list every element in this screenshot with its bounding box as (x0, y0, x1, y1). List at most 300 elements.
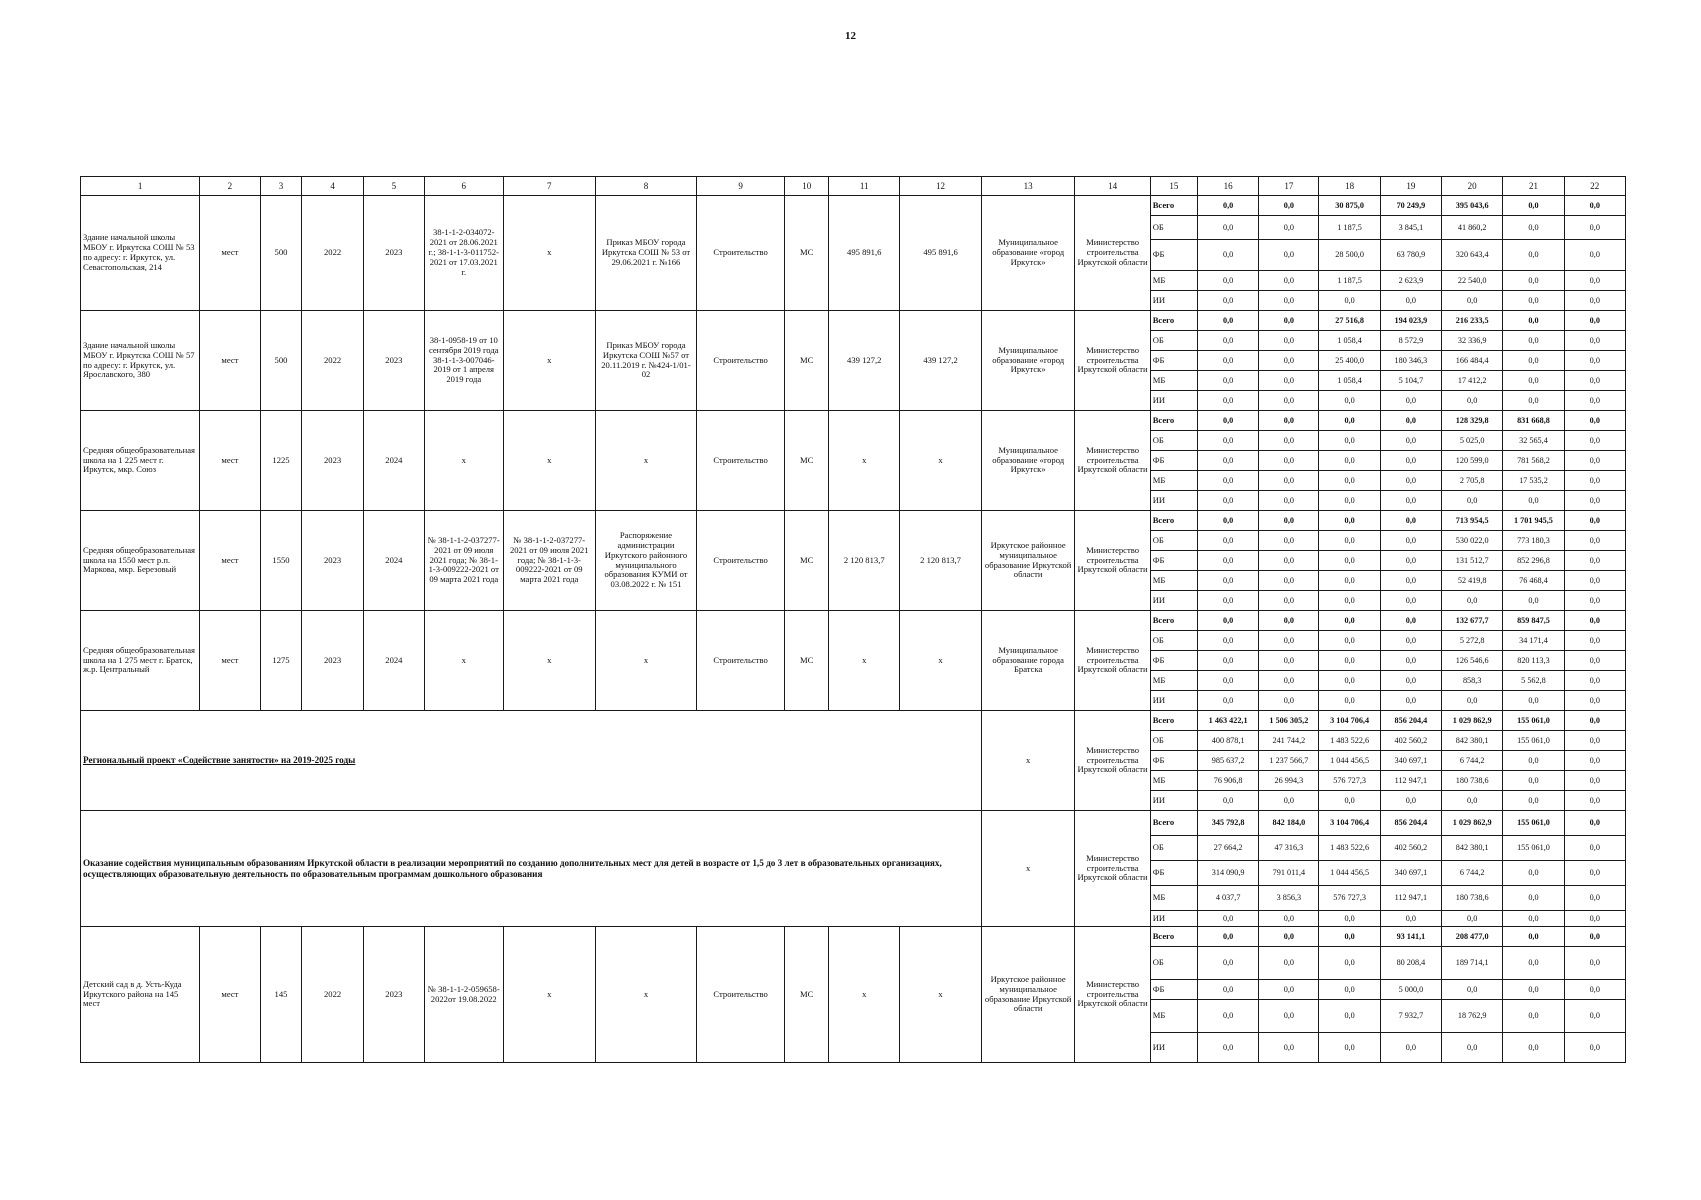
budget-value-cell: 3 104 706,4 (1319, 811, 1380, 836)
budget-value-cell: 180 738,6 (1442, 886, 1503, 911)
budget-value-cell: 0,0 (1319, 911, 1380, 927)
budget-value-cell: 0,0 (1197, 331, 1258, 351)
budget-value-cell: 3 104 706,4 (1319, 711, 1380, 731)
ownership-form-cell: МС (785, 611, 829, 711)
budget-value-cell: 0,0 (1380, 631, 1441, 651)
budget-value-cell: 0,0 (1259, 311, 1319, 331)
budget-value-cell: 0,0 (1442, 291, 1503, 311)
start-year-cell: 2022 (302, 311, 363, 411)
estimated-cost-cell: х (829, 411, 900, 511)
header-row (81, 177, 1626, 196)
budget-value-cell: 0,0 (1380, 511, 1441, 531)
budget-value-cell: 3 845,1 (1380, 216, 1441, 240)
column-number-header: 13 (981, 177, 1075, 196)
budget-value-cell: 0,0 (1197, 371, 1258, 391)
budget-source-label: ОБ (1150, 947, 1197, 980)
budget-value-cell: 0,0 (1197, 351, 1258, 371)
budget-value-cell: 0,0 (1564, 311, 1625, 331)
ownership-form-cell: МС (785, 511, 829, 611)
budget-source-label: ФБ (1150, 240, 1197, 271)
budget-value-cell: 0,0 (1380, 651, 1441, 671)
budget-value-cell: 241 744,2 (1259, 731, 1319, 751)
work-type-cell: Строительство (697, 511, 785, 611)
remaining-cost-cell: 495 891,6 (900, 196, 982, 311)
budget-value-cell: 5 000,0 (1380, 980, 1441, 1000)
budget-value-cell: 70 249,9 (1380, 196, 1441, 216)
budget-value-cell: 0,0 (1197, 240, 1258, 271)
budget-value-cell: 0,0 (1503, 751, 1564, 771)
budget-value-cell: 1 044 456,5 (1319, 861, 1380, 886)
budget-value-cell: 0,0 (1259, 196, 1319, 216)
budget-value-cell: 0,0 (1564, 980, 1625, 1000)
budget-value-cell: 0,0 (1197, 391, 1258, 411)
budget-value-cell: 8 572,9 (1380, 331, 1441, 351)
owner-cell: Муниципальное образование «город Иркутск» (981, 411, 1075, 511)
budget-source-label: Всего (1150, 611, 1197, 631)
budget-value-cell: 0,0 (1564, 671, 1625, 691)
budget-value-cell: 0,0 (1503, 331, 1564, 351)
budget-value-cell: 0,0 (1503, 791, 1564, 811)
budget-value-cell: 0,0 (1259, 271, 1319, 291)
object-name-cell: Средняя общеобразовательная школа на 1 275 мест г. Братск, ж.р. Центральный (81, 611, 200, 711)
column-number-header: 14 (1075, 177, 1150, 196)
budget-value-cell: 0,0 (1380, 611, 1441, 631)
budget-source-label: ИИ (1150, 691, 1197, 711)
budget-value-cell: 0,0 (1564, 791, 1625, 811)
budget-value-cell: 0,0 (1564, 351, 1625, 371)
budget-value-cell: 47 316,3 (1259, 836, 1319, 861)
object-first-row (81, 611, 1626, 631)
column-number-header: 16 (1197, 177, 1258, 196)
budget-value-cell: 0,0 (1319, 631, 1380, 651)
budget-value-cell: 0,0 (1259, 531, 1319, 551)
budget-source-label: ОБ (1150, 431, 1197, 451)
budget-value-cell: 0,0 (1564, 711, 1625, 731)
budget-value-cell: 773 180,3 (1503, 531, 1564, 551)
budget-value-cell: 0,0 (1259, 691, 1319, 711)
budget-source-label: ИИ (1150, 491, 1197, 511)
budget-value-cell: 0,0 (1442, 911, 1503, 927)
budget-value-cell: 0,0 (1564, 836, 1625, 861)
budget-value-cell: 5 272,8 (1442, 631, 1503, 651)
budget-value-cell: 0,0 (1319, 291, 1380, 311)
budget-source-label: ИИ (1150, 1033, 1197, 1063)
start-year-cell: 2023 (302, 411, 363, 511)
budget-value-cell: 985 637,2 (1197, 751, 1258, 771)
budget-value-cell: 859 847,5 (1503, 611, 1564, 631)
budget-value-cell: 0,0 (1197, 591, 1258, 611)
budget-source-label: ОБ (1150, 836, 1197, 861)
budget-source-label: МБ (1150, 271, 1197, 291)
estimated-cost-cell: 2 120 813,7 (829, 511, 900, 611)
budget-value-cell: 0,0 (1564, 371, 1625, 391)
budget-source-label: Всего (1150, 711, 1197, 731)
budget-value-cell: 0,0 (1319, 1033, 1380, 1063)
budget-value-cell: 0,0 (1503, 371, 1564, 391)
budget-value-cell: 0,0 (1197, 671, 1258, 691)
remaining-cost-cell: х (900, 927, 982, 1063)
budget-value-cell: 2 705,8 (1442, 471, 1503, 491)
budget-source-label: ОБ (1150, 731, 1197, 751)
budget-source-label: ФБ (1150, 551, 1197, 571)
owner-cell: х (981, 711, 1075, 811)
budget-value-cell: 0,0 (1564, 911, 1625, 927)
object-first-row (81, 927, 1626, 947)
budget-value-cell: 0,0 (1564, 271, 1625, 291)
budget-value-cell: 0,0 (1197, 927, 1258, 947)
unit-cell: мест (200, 611, 260, 711)
budget-source-label: Всего (1150, 511, 1197, 531)
end-year-cell: 2024 (363, 511, 424, 611)
budget-value-cell: 32 565,4 (1503, 431, 1564, 451)
budget-value-cell: 0,0 (1442, 391, 1503, 411)
budget-value-cell: 0,0 (1259, 591, 1319, 611)
budget-value-cell: 0,0 (1319, 791, 1380, 811)
budget-value-cell: 314 090,9 (1197, 861, 1258, 886)
estimated-cost-cell: 439 127,2 (829, 311, 900, 411)
budget-value-cell: 22 540,0 (1442, 271, 1503, 291)
budget-value-cell: 0,0 (1319, 651, 1380, 671)
budget-value-cell: 132 677,7 (1442, 611, 1503, 631)
column-number-header: 15 (1150, 177, 1197, 196)
section-title-cell (81, 811, 982, 927)
budget-value-cell: 112 947,1 (1380, 886, 1441, 911)
budget-value-cell: 0,0 (1319, 980, 1380, 1000)
remaining-cost-cell: 2 120 813,7 (900, 511, 982, 611)
budget-value-cell: 0,0 (1197, 551, 1258, 571)
capacity-cell: 1275 (260, 611, 302, 711)
remaining-cost-cell: 439 127,2 (900, 311, 982, 411)
budget-value-cell: 0,0 (1380, 571, 1441, 591)
budget-value-cell: 1 187,5 (1319, 216, 1380, 240)
budget-value-cell: 0,0 (1503, 591, 1564, 611)
budget-value-cell: 112 947,1 (1380, 771, 1441, 791)
budget-value-cell: 781 568,2 (1503, 451, 1564, 471)
budget-value-cell: 0,0 (1564, 927, 1625, 947)
budget-value-cell: 0,0 (1564, 331, 1625, 351)
budget-value-cell: 0,0 (1564, 216, 1625, 240)
budget-value-cell: 0,0 (1564, 291, 1625, 311)
budget-value-cell: 0,0 (1503, 351, 1564, 371)
unit-cell: мест (200, 927, 260, 1063)
budget-value-cell: 0,0 (1197, 947, 1258, 980)
budget-value-cell: 0,0 (1259, 927, 1319, 947)
budget-value-cell: 0,0 (1259, 431, 1319, 451)
ownership-form-cell: МС (785, 196, 829, 311)
budget-value-cell: 0,0 (1380, 391, 1441, 411)
budget-value-cell: 0,0 (1319, 691, 1380, 711)
budget-value-cell: 1 058,4 (1319, 331, 1380, 351)
budget-value-cell: 0,0 (1259, 671, 1319, 691)
ministry-cell: Министерство строительства Иркутской области (1075, 611, 1150, 711)
budget-value-cell: 576 727,3 (1319, 771, 1380, 791)
budget-value-cell: 3 856,3 (1259, 886, 1319, 911)
work-type-cell: Строительство (697, 411, 785, 511)
budget-value-cell: 858,3 (1442, 671, 1503, 691)
end-year-cell: 2023 (363, 311, 424, 411)
budget-value-cell: 32 336,9 (1442, 331, 1503, 351)
budget-value-cell: 0,0 (1380, 671, 1441, 691)
budget-value-cell: 194 023,9 (1380, 311, 1441, 331)
budget-value-cell: 0,0 (1564, 571, 1625, 591)
end-year-cell: 2023 (363, 927, 424, 1063)
budget-value-cell: 0,0 (1380, 591, 1441, 611)
work-type-cell: Строительство (697, 311, 785, 411)
unit-cell: мест (200, 511, 260, 611)
budget-value-cell: 0,0 (1564, 691, 1625, 711)
budget-value-cell: 0,0 (1259, 391, 1319, 411)
reliability-doc-cell: х (503, 196, 595, 311)
budget-table (80, 176, 1626, 1063)
budget-value-cell: 1 044 456,5 (1319, 751, 1380, 771)
expertise-doc-cell: х (425, 611, 503, 711)
budget-source-label: МБ (1150, 1000, 1197, 1033)
budget-value-cell: 0,0 (1319, 611, 1380, 631)
budget-value-cell: 0,0 (1564, 611, 1625, 631)
budget-value-cell: 395 043,6 (1442, 196, 1503, 216)
budget-value-cell: 0,0 (1197, 196, 1258, 216)
budget-value-cell: 0,0 (1259, 471, 1319, 491)
budget-source-label: Всего (1150, 927, 1197, 947)
column-number-header: 17 (1259, 177, 1319, 196)
budget-source-label: ФБ (1150, 351, 1197, 371)
budget-value-cell: 76 906,8 (1197, 771, 1258, 791)
budget-value-cell: 0,0 (1259, 331, 1319, 351)
budget-value-cell: 400 878,1 (1197, 731, 1258, 751)
budget-source-label: МБ (1150, 371, 1197, 391)
unit-cell: мест (200, 196, 260, 311)
budget-value-cell: 0,0 (1197, 491, 1258, 511)
budget-value-cell: 1 483 522,6 (1319, 731, 1380, 751)
budget-value-cell: 320 643,4 (1442, 240, 1503, 271)
budget-value-cell: 93 141,1 (1380, 927, 1441, 947)
reliability-doc-cell: х (503, 611, 595, 711)
budget-source-label: ОБ (1150, 216, 1197, 240)
budget-value-cell: 0,0 (1259, 240, 1319, 271)
budget-source-label: Всего (1150, 196, 1197, 216)
budget-value-cell: 0,0 (1319, 471, 1380, 491)
budget-value-cell: 34 171,4 (1503, 631, 1564, 651)
budget-value-cell: 0,0 (1259, 411, 1319, 431)
start-year-cell: 2023 (302, 511, 363, 611)
column-number-header: 10 (785, 177, 829, 196)
budget-value-cell: 0,0 (1564, 591, 1625, 611)
budget-value-cell: 41 860,2 (1442, 216, 1503, 240)
budget-value-cell: 0,0 (1442, 691, 1503, 711)
budget-source-label: ИИ (1150, 291, 1197, 311)
budget-value-cell: 0,0 (1197, 791, 1258, 811)
work-type-cell: Строительство (697, 611, 785, 711)
budget-value-cell: 0,0 (1259, 551, 1319, 571)
budget-value-cell: 0,0 (1442, 791, 1503, 811)
start-year-cell: 2022 (302, 927, 363, 1063)
capacity-cell: 500 (260, 311, 302, 411)
budget-source-label: ФБ (1150, 751, 1197, 771)
budget-source-label: Всего (1150, 811, 1197, 836)
unit-cell: мест (200, 311, 260, 411)
section-first-row (81, 711, 1626, 731)
owner-cell: Муниципальное образование «город Иркутск» (981, 311, 1075, 411)
column-number-header: 1 (81, 177, 200, 196)
capacity-cell: 1225 (260, 411, 302, 511)
budget-value-cell: 0,0 (1380, 431, 1441, 451)
budget-source-label: МБ (1150, 571, 1197, 591)
budget-value-cell: 166 484,4 (1442, 351, 1503, 371)
budget-value-cell: 1 187,5 (1319, 271, 1380, 291)
budget-value-cell: 1 506 305,2 (1259, 711, 1319, 731)
budget-value-cell: 131 512,7 (1442, 551, 1503, 571)
budget-value-cell: 216 233,5 (1442, 311, 1503, 331)
owner-cell: Муниципальное образование «город Иркутск» (981, 196, 1075, 311)
budget-value-cell: 0,0 (1564, 1033, 1625, 1063)
budget-value-cell: 576 727,3 (1319, 886, 1380, 911)
budget-value-cell: 1 029 862,9 (1442, 811, 1503, 836)
budget-value-cell: 0,0 (1503, 980, 1564, 1000)
budget-value-cell: 5 104,7 (1380, 371, 1441, 391)
remaining-cost-cell: х (900, 611, 982, 711)
budget-value-cell: 0,0 (1503, 391, 1564, 411)
budget-value-cell: 0,0 (1259, 451, 1319, 471)
budget-value-cell: 0,0 (1197, 531, 1258, 551)
column-number-header: 5 (363, 177, 424, 196)
budget-value-cell: 0,0 (1503, 886, 1564, 911)
budget-value-cell: 402 560,2 (1380, 731, 1441, 751)
budget-value-cell: 26 994,3 (1259, 771, 1319, 791)
budget-value-cell: 0,0 (1380, 451, 1441, 471)
budget-source-label: ФБ (1150, 980, 1197, 1000)
owner-cell: х (981, 811, 1075, 927)
column-number-header: 2 (200, 177, 260, 196)
budget-value-cell: 1 701 945,5 (1503, 511, 1564, 531)
section-title: Региональный проект «Содействие занятости» на 2019-2025 годы (83, 755, 356, 766)
budget-value-cell: 120 599,0 (1442, 451, 1503, 471)
budget-value-cell: 189 714,1 (1442, 947, 1503, 980)
budget-value-cell: 842 184,0 (1259, 811, 1319, 836)
budget-value-cell: 0,0 (1259, 511, 1319, 531)
column-number-header: 22 (1564, 177, 1625, 196)
ministry-cell: Министерство строительства Иркутской области (1075, 311, 1150, 411)
budget-value-cell: 0,0 (1319, 671, 1380, 691)
object-first-row (81, 196, 1626, 216)
reliability-doc-cell: х (503, 311, 595, 411)
section-first-row (81, 811, 1626, 836)
budget-value-cell: 128 329,8 (1442, 411, 1503, 431)
budget-value-cell: 0,0 (1503, 911, 1564, 927)
budget-value-cell: 713 954,5 (1442, 511, 1503, 531)
budget-value-cell: 0,0 (1564, 240, 1625, 271)
reliability-doc-cell: № 38-1-1-2-037277-2021 от 09 июля 2021 года; № 38-1-1-3-009222-2021 от 09 марта 2021 года (503, 511, 595, 611)
budget-value-cell: 0,0 (1564, 196, 1625, 216)
budget-value-cell: 0,0 (1503, 861, 1564, 886)
budget-value-cell: 25 400,0 (1319, 351, 1380, 371)
budget-value-cell: 0,0 (1197, 291, 1258, 311)
budget-value-cell: 0,0 (1259, 631, 1319, 651)
owner-cell: Иркутское районное муниципальное образование Иркутской области (981, 927, 1075, 1063)
budget-value-cell: 0,0 (1259, 371, 1319, 391)
budget-value-cell: 6 744,2 (1442, 751, 1503, 771)
budget-source-label: ИИ (1150, 391, 1197, 411)
budget-value-cell: 0,0 (1442, 591, 1503, 611)
budget-value-cell: 0,0 (1259, 911, 1319, 927)
budget-source-label: ОБ (1150, 331, 1197, 351)
work-type-cell: Строительство (697, 927, 785, 1063)
budget-value-cell: 0,0 (1380, 471, 1441, 491)
budget-value-cell: 0,0 (1564, 651, 1625, 671)
approval-doc-cell: Распоряжение администрации Иркутского районного муниципального образования КУМИ от 03.08.2022 г. № 151 (595, 511, 696, 611)
budget-value-cell: 0,0 (1197, 311, 1258, 331)
budget-value-cell: 126 546,6 (1442, 651, 1503, 671)
budget-value-cell: 0,0 (1197, 216, 1258, 240)
budget-value-cell: 6 744,2 (1442, 861, 1503, 886)
budget-value-cell: 0,0 (1564, 886, 1625, 911)
budget-value-cell: 1 029 862,9 (1442, 711, 1503, 731)
budget-value-cell: 0,0 (1564, 771, 1625, 791)
budget-value-cell: 0,0 (1197, 411, 1258, 431)
budget-value-cell: 0,0 (1564, 531, 1625, 551)
budget-value-cell: 0,0 (1197, 451, 1258, 471)
budget-value-cell: 2 623,9 (1380, 271, 1441, 291)
ministry-cell: Министерство строительства Иркутской области (1075, 196, 1150, 311)
budget-value-cell: 0,0 (1259, 611, 1319, 631)
budget-value-cell: 0,0 (1564, 471, 1625, 491)
end-year-cell: 2024 (363, 611, 424, 711)
column-number-header: 6 (425, 177, 503, 196)
budget-value-cell: 0,0 (1259, 791, 1319, 811)
object-name-cell: Здание начальной школы МБОУ г. Иркутска СОШ № 53 по адресу: г. Иркутск, ул. Севастопольская, 214 (81, 196, 200, 311)
approval-doc-cell: Приказ МБОУ города Иркутска СОШ №57 от 20.11.2019 г. №424-1/01-02 (595, 311, 696, 411)
budget-value-cell: 0,0 (1564, 511, 1625, 531)
object-first-row (81, 511, 1626, 531)
column-number-header: 12 (900, 177, 982, 196)
budget-value-cell: 0,0 (1197, 1000, 1258, 1033)
end-year-cell: 2024 (363, 411, 424, 511)
estimated-cost-cell: х (829, 927, 900, 1063)
budget-value-cell: 820 113,3 (1503, 651, 1564, 671)
budget-value-cell: 791 011,4 (1259, 861, 1319, 886)
budget-value-cell: 842 380,1 (1442, 836, 1503, 861)
budget-value-cell: 27 516,8 (1319, 311, 1380, 331)
remaining-cost-cell: х (900, 411, 982, 511)
budget-source-label: МБ (1150, 886, 1197, 911)
column-number-header: 3 (260, 177, 302, 196)
column-number-header: 4 (302, 177, 363, 196)
budget-value-cell: 0,0 (1564, 491, 1625, 511)
budget-value-cell: 0,0 (1564, 811, 1625, 836)
budget-value-cell: 80 208,4 (1380, 947, 1441, 980)
budget-value-cell: 0,0 (1442, 491, 1503, 511)
budget-value-cell: 0,0 (1319, 511, 1380, 531)
budget-value-cell: 0,0 (1503, 1000, 1564, 1033)
budget-value-cell: 0,0 (1197, 571, 1258, 591)
budget-value-cell: 17 412,2 (1442, 371, 1503, 391)
budget-value-cell: 0,0 (1380, 911, 1441, 927)
budget-value-cell: 0,0 (1197, 980, 1258, 1000)
budget-value-cell: 0,0 (1259, 1033, 1319, 1063)
budget-value-cell: 155 061,0 (1503, 811, 1564, 836)
budget-value-cell: 345 792,8 (1197, 811, 1258, 836)
object-name-cell: Средняя общеобразовательная школа на 1550 мест р.п. Маркова, мкр. Березовый (81, 511, 200, 611)
budget-value-cell: 0,0 (1319, 531, 1380, 551)
expertise-doc-cell: 38-1-0958-19 от 10 сентября 2019 года 38-1-1-3-007046-2019 от 1 апреля 2019 года (425, 311, 503, 411)
budget-value-cell: 0,0 (1564, 751, 1625, 771)
budget-value-cell: 0,0 (1259, 291, 1319, 311)
budget-value-cell: 0,0 (1319, 927, 1380, 947)
budget-value-cell: 0,0 (1503, 691, 1564, 711)
budget-value-cell: 0,0 (1564, 947, 1625, 980)
unit-cell: мест (200, 411, 260, 511)
budget-value-cell: 28 500,0 (1319, 240, 1380, 271)
budget-source-label: ОБ (1150, 631, 1197, 651)
